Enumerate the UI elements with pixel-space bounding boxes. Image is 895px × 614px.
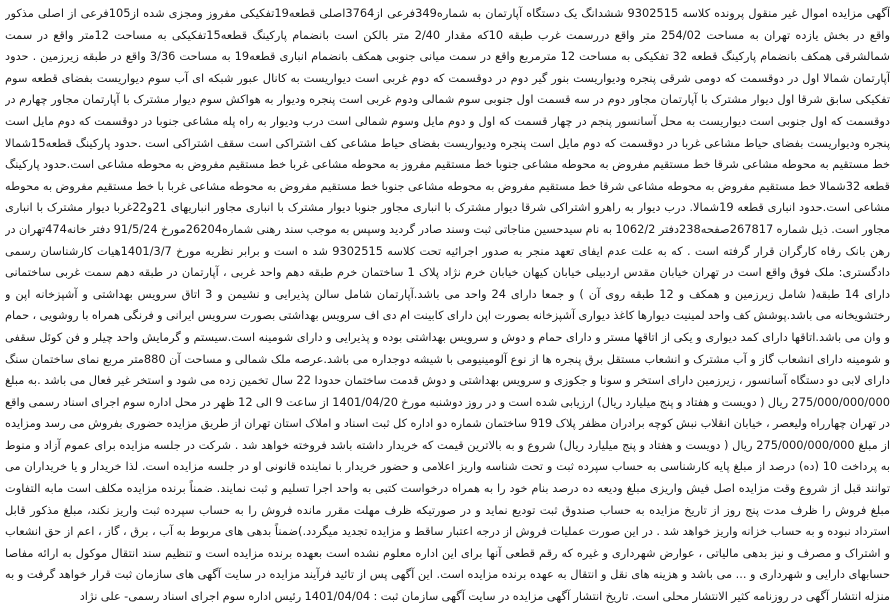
auction-notice xyxy=(5,3,890,608)
auction-notice-text: آگهی مزایده اموال غیر منقول پرونده کلاسه 9302515 ششدانگ یک دستگاه آپارتمان به شماره349فرعی از3764اصلی قطعه19تفکیکی مفروز ومجزی شده از105فرعی از اصلی مذکور واقع در بخش یازده تهران به مساحت 254/02 متر واقع دررسمت غرب طبقه 10که مقدار 2/40 متر بالکن است بانضمام پارکینگ قطعه15تفکیکی به مساحت 12متر واقع در سمت شمالشرقی همکف بانضمام پارکینگ قطعه 32 تفکیکی به مساحت 12 مترمربع واقع در سمت میانی جنوبی همکف بانضمام انباری قطعه19 به مساحت 3/36 واقع در طبقه زیرزمین . حدود آپارتمان شمالا اول در دوقسمت که دومی شرقی پنجره ودیواریست بنور گیر دوم در دوقسمت که دوم غربی است دیواریست به کانال عبور شبکه ای آب سوم دیواریست بفضای قطعه سوم تفکیکی سابق شرقا اول دیوار مشترک با آپارتمان مجاور دوم در سه قسمت اول جنوبی سوم شمالی ودوم غربی است پنجره ودیوار به هواکش سوم دیوار مشترک با آپارتمان مجاور چهارم در دوقسمت که اول جنوبی است دیواریست به محل آسانسور پنجم در چهار قسمت که اول و دوم مایل وسوم شمالی است درب ودیوار به راه پله مشاعی جنوبا در دوقسمت که دوم مایل است پنجره ودیواریست بفضای حیاط مشاعی غربا در دوقسمت که دوم مایل است پنجره ودیواریست بفضای حیاط مشاعی کف اشتراکی است سقف اشتراکی است .حدود پارکینگ قطعه15شمالا خط مستقیم به محوطه مشاعی شرقا خط مستقیم مفروض به محوطه مشاعی جنوبا خط مستقیم مفروز به محوطه مشاعی غربا خط مستقیم مفروض به محوطه مشاعی است.حدود پارکینگ قطعه 32شمالا خط مستقیم مفروض به محوطه مشاعی شرقا خط مستقیم مفروض به محوطه مشاعی جنوبا خط مستقیم مفروض به محوطه مشاعی غربا با خط مستقیم مفروض به محوطه مشاعی است.حدود انباری قطعه 19شمالا. درب دیوار به راهرو اشتراکی شرقا دیوار مشترک با انباری مجاور جنوبا دیوار مشترک با انباری مجاور انباریهای 21و22غربا دیوار مشترک با انباری مجاور است. ذیل شماره 267817صفحه238دفتر 1062/2 به نام سیدحسین مناجاتی ثبت وسند صادر گردید وسپس به موجب سند رهنی شماره26204مورخ 91/5/24 دفتر خانه474تهران در رهن بانک رفاه کارگران قرار گرفته است . که به علت عدم ایفای تعهد منجر به صدور اجرائیه تحت کلاسه 9302515 شد ه است و برابر نظریه مورخ 1401/3/7هیات کارشناسان رسمی دادگستری: ملک فوق واقع است در تهران خیابان مقدس اردبیلی خیابان کیهان خیابان خرم نژاد پلاک 1 ساختمان خرم طبقه دهم واحد غربی ، آپارتمان در طبقه دهم سمت غربی ساختمانی دارای 14 طبقه( شامل زیرزمین و همکف و 12 طبقه روی آن ) و جمعا دارای 24 واحد می باشد.آپارتمان شامل سالن پذیرایی و نشیمن و 3 اتاق سرویس بهداشتی و آشپزخانه اپن و رختشویخانه می باشد.پوشش کف واحد لمینیت دیوارها کاغذ دیواری آشپزخانه بصورت اپن دارای کابینت ام دی اف سرویس بهداشتی بصورت سرویس ایرانی و فرنگی همراه با روشویی ، حمام و وان می باشد.اتاقها دارای کمد دیواری و یکی از اتاقها مستر و دارای حمام و دوش و سرویس بهداشتی بوده و پذیرایی و دارای شومینه است.سیستم و گرمایش واحد چیلر و فن کوئل سقفی و شومینه دارای انشعاب گاز و آب مشترک و انشعاب مستقل برق پنجره ها از نوع آلومینیومی با شیشه دوجداره می باشد.عرصه ملک شمالی و مساحت آن 880متر مربع نمای ساختمان سنگ دارای لابی دو دستگاه آسانسور ، زیرزمین دارای استخر و سونا و جکوزی و سرویس بهداشتی و دوش قدمت ساختمان حدودا 22 سال تخمین زده می شود و استخر غیر فعال می باشد .به مبلغ 275/000/000/000 ریال ( دویست و هفتاد و پنج میلیارد ریال) ارزیابی شده است و در روز دوشنبه مورخ 1401/04/20 از ساعت 9 الی 12 ظهر در محل اداره سوم اجرای اسناد رسمی واقع در تهران چهارراه ولیعصر ، خیابان انقلاب نبش کوچه برادران مظفر پلاک 919 ساختمان شماره دو اداره کل ثبت اسناد و املاک استان تهران از طریق مزایده حضوری بفروش می رسد ومزایده از مبلغ 275/000/000/000 ریال ( دویست و هفتاد و پنج میلیارد ریال) شروع و به بالاترین قیمت که خریدار داشته باشد فروخته خواهد شد . شرکت در جلسه مزایده برای عموم آزاد و منوط به پرداخت 10 (ده) درصد از مبلغ پایه کارشناسی به حساب سپرده ثبت و تحت شناسه واریز اعلامی و حضور خریدار با نماینده قانونی او در جلسه مزایده است. لذا خریدار و یا خریداران می توانند قبل از شروع وقت مزایده اصل فیش واریزی مبلغ ودیعه ده درصد بنام خود را به همراه درخواست کتبی به واحد اجرا تسلیم و ثبت نمایند. ضمناً برنده مزایده مکلف است مابه التفاوت مبلغ فروش را ظرف مدت پنج روز از تاریخ مزایده به حساب صندوق ثبت تودیع نماید و در صورتیکه ظرف مهلت مقرر مانده فروش را به حساب سپرده ثبت واریز نکند، مبلغ مذکور قابل استرداد نبوده و به حساب خزانه واریز خواهد شد . در این صورت عملیات فروش از درجه اعتبار ساقط و مزایده تجدید میگردد.)ضمناً بدهی های مربوط به آب ، برق ، گاز ، اعم از حق انشعاب و اشتراک و مصرف و نیز بدهی مالیاتی ، عوارض شهرداری و غیره که رقم قطعی آنها برای این اداره معلوم نشده است بعهده برنده مزایده است و تنظیم سند انتقال موکول به ارائه مفاصا حسابهای دارایی و شهرداری و ... می باشد و هزینه های نقل و انتقال به عهده برنده مزایده است. این آگهی پس از تائید فرآیند مزایده در سایت آگهی های سازمان ثبت قرار خواهد گرفت و به منزله انتشار آگهی در روزنامه کثیر الانتشار محلی است. تاریخ انتشار آگهی مزایده در سایت آگهی سازمان ثبت : 1401/04/04 رئیس اداره سوم اجرای اسناد رسمی- علی نژاد xyxy=(5,6,890,604)
